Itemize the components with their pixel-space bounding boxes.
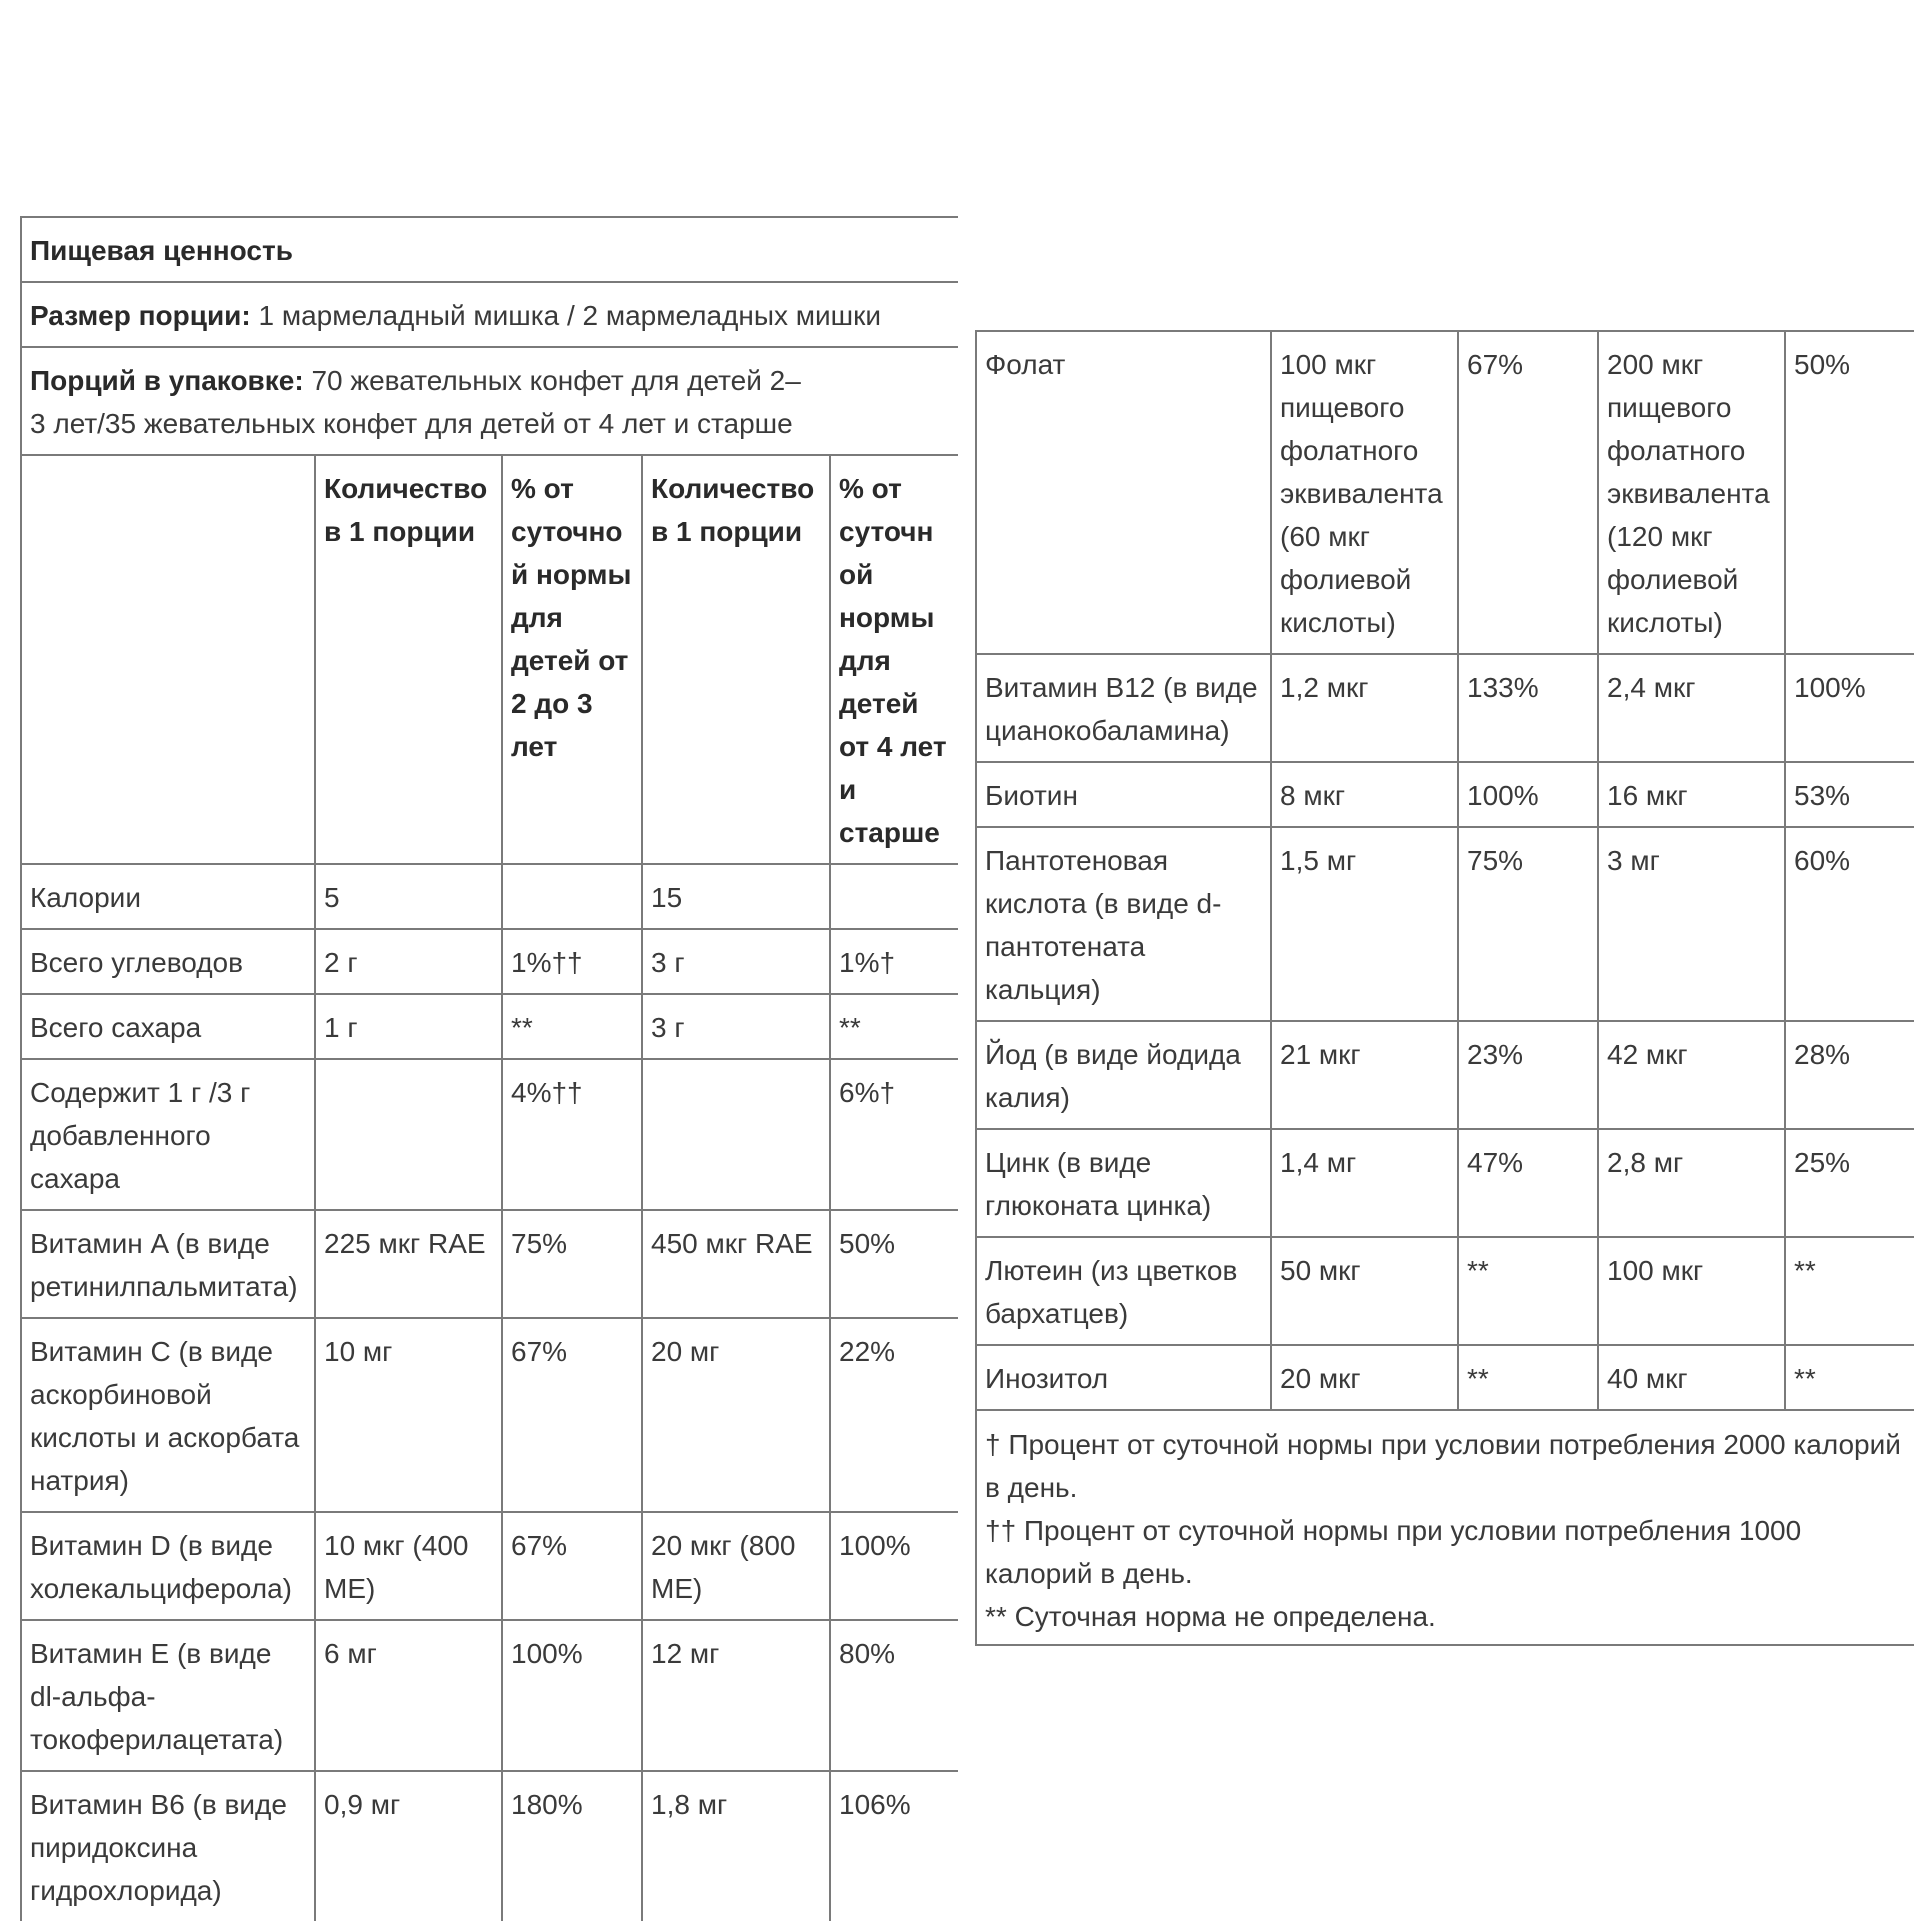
servings-per-container xyxy=(21,347,958,455)
amount-2: 450 мкг RAE xyxy=(642,1210,830,1318)
dv-2: 28% xyxy=(1785,1021,1914,1129)
nutrient-name: Витамин B6 (в виде пиридоксина гидрохлорида) xyxy=(30,1789,287,1906)
dv-1: 1%†† xyxy=(502,929,642,994)
nutrient-name: Витамин E (в виде dl-альфа-токоферилацетата) xyxy=(21,1620,315,1771)
servings-label: Порций в упаковке: xyxy=(30,365,304,396)
footnote-double-asterisk: ** Суточная норма не определена. xyxy=(985,1601,1436,1632)
header-dv-1: % от суточной нормы для детей от 2 до 3 лет xyxy=(502,455,642,864)
nutrition-table-right xyxy=(975,330,1914,1646)
amount-2: 16 мкг xyxy=(1598,762,1785,827)
column-header-row xyxy=(21,455,958,864)
dv-2: 106% xyxy=(830,1771,958,1921)
table-row xyxy=(21,994,958,1059)
nutrient-name: Всего углеводов xyxy=(21,929,315,994)
dv-2: 53% xyxy=(1785,762,1914,827)
table-row xyxy=(976,1237,1914,1345)
nutrition-table-left-panel xyxy=(20,216,957,1921)
table-row xyxy=(976,827,1914,1021)
serving-size-row xyxy=(21,282,958,347)
table-row xyxy=(21,1771,958,1921)
nutrient-name: Содержит 1 г /3 г добавленного сахара xyxy=(21,1059,315,1210)
dv-1: 4%†† xyxy=(502,1059,642,1210)
amount-2: 40 мкг xyxy=(1598,1345,1785,1410)
dv-2: 80% xyxy=(830,1620,958,1771)
footnote-double-dagger: †† Процент от суточной нормы при условии потребления 1000 калорий в день. xyxy=(985,1515,1802,1589)
dv-2: ** xyxy=(830,994,958,1059)
table-row xyxy=(976,331,1914,654)
amount-1: 21 мкг xyxy=(1271,1021,1458,1129)
table-row xyxy=(976,1129,1914,1237)
nutrient-name: Цинк (в виде глюконата цинка) xyxy=(976,1129,1271,1237)
dv-1: 75% xyxy=(502,1210,642,1318)
table-row xyxy=(21,1318,958,1512)
amount-1: 6 мг xyxy=(315,1620,502,1771)
header-amount-1: Количество в 1 порции xyxy=(315,455,502,864)
amount-2: 12 мг xyxy=(642,1620,830,1771)
amount-1: 50 мкг xyxy=(1271,1237,1458,1345)
amount-1: 1 г xyxy=(315,994,502,1059)
nutrient-name: Витамин D (в виде холекальциферола) xyxy=(21,1512,315,1620)
nutrient-name: Биотин xyxy=(976,762,1271,827)
dv-2: 22% xyxy=(830,1318,958,1512)
amount-1: 1,2 мкг xyxy=(1271,654,1458,762)
dv-1: 75% xyxy=(1458,827,1598,1021)
nutrient-name: Инозитол xyxy=(976,1345,1271,1410)
table-row xyxy=(21,1210,958,1318)
table-row xyxy=(21,1059,958,1210)
footnote-single-dagger: † Процент от суточной нормы при условии потребления 2000 калорий в день. xyxy=(985,1429,1901,1503)
nutrient-name: Йод (в виде йодида калия) xyxy=(976,1021,1271,1129)
table-row xyxy=(976,762,1914,827)
amount-1: 100 мкг пищевого фолатного эквивалента (60 мкг фолиевой кислоты) xyxy=(1271,331,1458,654)
nutrient-name: Витамин B12 (в виде цианокобаламина) xyxy=(976,654,1271,762)
amount-2: 200 мкг пищевого фолатного эквивалента (120 мкг фолиевой кислоты) xyxy=(1598,331,1785,654)
dv-2: 100% xyxy=(830,1512,958,1620)
nutrient-name: Лютеин (из цветков бархатцев) xyxy=(976,1237,1271,1345)
dv-1: 67% xyxy=(502,1318,642,1512)
table-row xyxy=(976,654,1914,762)
amount-2: 20 мг xyxy=(642,1318,830,1512)
amount-1: 5 xyxy=(315,864,502,929)
dv-1: 180% xyxy=(502,1771,642,1921)
amount-1 xyxy=(315,1059,502,1210)
dv-2: ** xyxy=(1785,1237,1914,1345)
nutrient-name: Витамин A (в виде ретинилпальмитата) xyxy=(21,1210,315,1318)
amount-2: 20 мкг (800 МЕ) xyxy=(642,1512,830,1620)
dv-2: ** xyxy=(1785,1345,1914,1410)
dv-2: 25% xyxy=(1785,1129,1914,1237)
amount-1: 225 мкг RAE xyxy=(315,1210,502,1318)
table-row xyxy=(21,1620,958,1771)
amount-2: 42 мкг xyxy=(1598,1021,1785,1129)
amount-2: 2,8 мг xyxy=(1598,1129,1785,1237)
dv-2: 1%† xyxy=(830,929,958,994)
dv-2 xyxy=(830,864,958,929)
dv-2: 100% xyxy=(1785,654,1914,762)
serving-size-label: Размер порции: xyxy=(30,300,251,331)
dv-2: 6%† xyxy=(830,1059,958,1210)
dv-2: 50% xyxy=(1785,331,1914,654)
dv-1: 23% xyxy=(1458,1021,1598,1129)
dv-1: 100% xyxy=(1458,762,1598,827)
amount-1: 8 мкг xyxy=(1271,762,1458,827)
amount-2: 3 г xyxy=(642,929,830,994)
dv-1: 100% xyxy=(502,1620,642,1771)
dv-1: ** xyxy=(1458,1345,1598,1410)
dv-1: 47% xyxy=(1458,1129,1598,1237)
footnotes xyxy=(976,1410,1914,1645)
servings-value: 70 жевательных конфет для детей 2–3 лет/35 жевательных конфет для детей от 4 лет и старше xyxy=(30,365,801,439)
dv-1: 67% xyxy=(502,1512,642,1620)
amount-1: 1,5 мг xyxy=(1271,827,1458,1021)
table-row xyxy=(21,864,958,929)
serving-size-value: 1 мармеладный мишка / 2 мармеладных мишки xyxy=(250,300,882,331)
table-row xyxy=(21,929,958,994)
amount-1: 0,9 мг xyxy=(315,1771,502,1921)
amount-1: 10 мг xyxy=(315,1318,502,1512)
amount-2: 3 мг xyxy=(1598,827,1785,1021)
amount-1: 1,4 мг xyxy=(1271,1129,1458,1237)
dv-1: 133% xyxy=(1458,654,1598,762)
nutrition-table-left xyxy=(20,216,958,1921)
nutrient-name: Всего сахара xyxy=(21,994,315,1059)
amount-1: 10 мкг (400 МЕ) xyxy=(315,1512,502,1620)
header-amount-2: Количество в 1 порции xyxy=(642,455,830,864)
table-row xyxy=(21,1512,958,1620)
dv-2: 60% xyxy=(1785,827,1914,1021)
table-row xyxy=(976,1345,1914,1410)
footnotes-row xyxy=(976,1410,1914,1645)
amount-2: 1,8 мг xyxy=(642,1771,830,1921)
header-blank xyxy=(21,455,315,864)
dv-1: ** xyxy=(1458,1237,1598,1345)
nutrition-title: Пищевая ценность xyxy=(21,217,958,282)
dv-1: 67% xyxy=(1458,331,1598,654)
nutrient-name: Витамин C (в виде аскорбиновой кислоты и аскорбата натрия) xyxy=(21,1318,315,1512)
servings-per-container-row xyxy=(21,347,958,455)
table-row xyxy=(976,1021,1914,1129)
amount-1: 2 г xyxy=(315,929,502,994)
amount-2 xyxy=(642,1059,830,1210)
amount-1: 20 мкг xyxy=(1271,1345,1458,1410)
nutrient-name: Фолат xyxy=(976,331,1271,654)
title-row xyxy=(21,217,958,282)
dv-1: ** xyxy=(502,994,642,1059)
dv-2: 50% xyxy=(830,1210,958,1318)
serving-size xyxy=(21,282,958,347)
amount-2: 15 xyxy=(642,864,830,929)
header-dv-2: % от суточной нормы для детей от 4 лет и старше xyxy=(830,455,958,864)
amount-2: 100 мкг xyxy=(1598,1237,1785,1345)
nutrient-name: Пантотеновая кислота (в виде d-пантотената кальция) xyxy=(976,827,1271,1021)
nutrient-name: Калории xyxy=(21,864,315,929)
nutrition-table-right-panel xyxy=(975,330,1913,1646)
amount-2: 3 г xyxy=(642,994,830,1059)
amount-2: 2,4 мкг xyxy=(1598,654,1785,762)
dv-1 xyxy=(502,864,642,929)
